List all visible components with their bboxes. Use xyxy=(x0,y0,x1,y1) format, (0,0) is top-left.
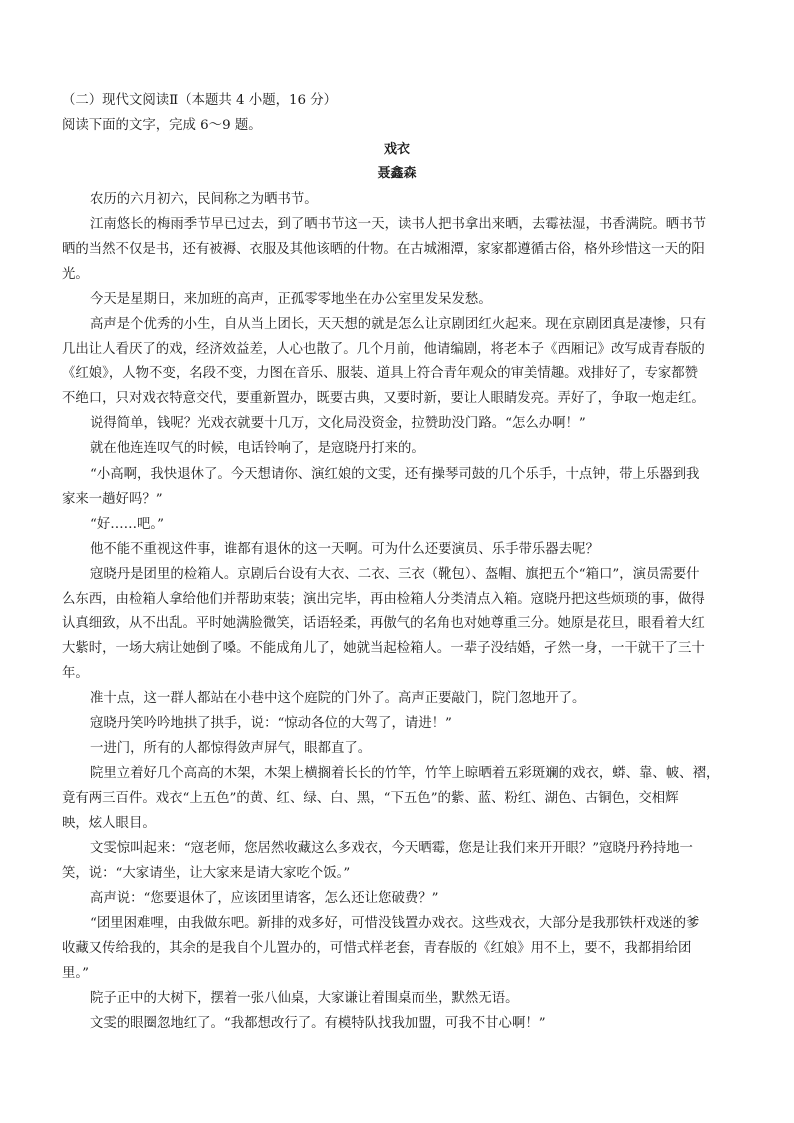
paragraph-line: 他不能不重视这件事，谁都有退休的这一天啊。可为什么还要演员、乐手带乐器去呢？ xyxy=(90,542,599,557)
paragraph-line: 寇晓丹是团里的检箱人。京剧后台设有大衣、二衣、三衣（靴包）、盔帽、旗把五个“箱口”，演员需要什 xyxy=(90,567,700,582)
article-author: 聂鑫森 xyxy=(377,166,417,181)
paragraph-line: 寇晓丹笑吟吟地拱了拱手，说：“惊动各位的大驾了，请进！” xyxy=(90,716,452,731)
reading-instruction: 阅读下面的文字，完成 6～9 题。 xyxy=(62,118,262,133)
paragraph-line: 就在他连连叹气的时候，电话铃响了，是寇晓丹打来的。 xyxy=(90,441,425,456)
paragraph-line: 今天是星期日，来加班的高声，正孤零零地坐在办公室里发呆发愁。 xyxy=(90,292,492,307)
paragraph-line: 映，炫人眼目。 xyxy=(62,816,156,831)
paragraph-line: 笑，说：“大家请坐，让大家来是请大家吃个饭。” xyxy=(62,866,351,881)
paragraph-line: 准十点，这一群人都站在小巷中这个庭院的门外了。高声正要敲门，院门忽地开了。 xyxy=(90,691,586,706)
paragraph-line: 江南悠长的梅雨季节早已过去，到了晒书节这一天，读书人把书拿出来晒，去霉祛湿，书香满院。晒书节 xyxy=(90,217,706,232)
paragraph-line: “好……吧。” xyxy=(90,517,164,532)
paragraph-line: 一进门，所有的人都惊得敛声屏气，眼都直了。 xyxy=(90,741,372,756)
paragraph-line: 里。” xyxy=(62,966,89,981)
paragraph-line: 院子正中的大树下，摆着一张八仙桌，大家谦让着围桌而坐，默然无语。 xyxy=(90,991,519,1006)
article-title: 戏衣 xyxy=(383,142,410,157)
paragraph-line: 么东西，由检箱人拿给他们并帮助束装；演出完毕，再由检箱人分类清点入箱。寇晓丹把这些烦琐的事，做得 xyxy=(62,592,705,607)
paragraph-line: 收藏又传给我的，其余的是我自个儿置办的，可惜式样老套，青春版的《红娘》用不上，要不，我都捐给团 xyxy=(62,941,692,956)
paragraph-line: 光。 xyxy=(62,267,89,282)
paragraph-line: 农历的六月初六，民间称之为晒书节。 xyxy=(90,192,318,207)
paragraph-line: 大紫时，一场大病让她倒了嗓。不能成角儿了，她就当起检箱人。一辈子没结婚，孑然一身，一干就干了三十 xyxy=(62,641,705,656)
paragraph-line: 家来一趟好吗？” xyxy=(62,492,163,507)
section-heading: （二）现代文阅读Ⅱ（本题共 4 小题，16 分） xyxy=(62,93,338,108)
paragraph-line: 不绝口，只对戏衣特意交代，要重新置办，既要古典，又要时新，要让人眼睛发亮。弄好了，争取一炮走红。 xyxy=(62,391,705,406)
paragraph-line: 晒的当然不仅是书，还有被褥、衣服及其他该晒的什物。在古城湘潭，家家都遵循古俗，格外珍惜这一天的阳 xyxy=(62,242,705,257)
paragraph-line: 几出让人看厌了的戏，经济效益差，人心也散了。几个月前，他请编剧，将老本子《西厢记》改写成青春版的 xyxy=(62,342,705,357)
paragraph-line: 《红娘》，人物不变，名段不变，力图在音乐、服装、道具上符合青年观众的审美情趣。戏排好了，专家都赞 xyxy=(62,366,699,381)
paragraph-line: 高声是个优秀的小生，自从当上团长，天天想的就是怎么让京剧团红火起来。现在京剧团真是凄惨，只有 xyxy=(90,317,706,332)
paragraph-line: “小高啊，我快退休了。今天想请你、演红娘的文雯，还有操琴司鼓的几个乐手，十点钟，带上乐器到我 xyxy=(90,467,700,482)
paragraph-line: 文雯的眼圈忽地红了。“我都想改行了。有模特队找我加盟，可我不甘心啊！” xyxy=(90,1016,546,1031)
paragraph-line: 文雯惊叫起来：“寇老师，您居然收藏这么多戏衣，今天晒霉，您是让我们来开开眼？”寇晓丹矜持地一 xyxy=(90,841,693,856)
paragraph-line: “团里困难哩，由我做东吧。新排的戏多好，可惜没钱置办戏衣。这些戏衣，大部分是我那铁杆戏迷的爹 xyxy=(90,916,700,931)
paragraph-line: 高声说：“您要退休了，应该团里请客，怎么还让您破费？” xyxy=(90,891,439,906)
paragraph-line: 年。 xyxy=(62,666,89,681)
paragraph-line: 说得简单，钱呢？光戏衣就要十几万，文化局没资金，拉赞助没门路。“怎么办啊！” xyxy=(90,416,586,431)
paragraph-line: 院里立着好几个高高的木架，木架上横搁着长长的竹竿，竹竿上晾晒着五彩斑斓的戏衣，蟒、靠、帔、褶， xyxy=(90,766,720,781)
paragraph-line: 认真细致，从不出乱。平时她满脸微笑，话语轻柔，再傲气的名角也对她尊重三分。她原是花旦，眼看着大红 xyxy=(62,616,705,631)
paragraph-line: 竟有两三百件。戏衣“上五色”的黄、红、绿、白、黑，“下五色”的紫、蓝、粉红、湖色、古铜色，交相辉 xyxy=(62,791,679,806)
